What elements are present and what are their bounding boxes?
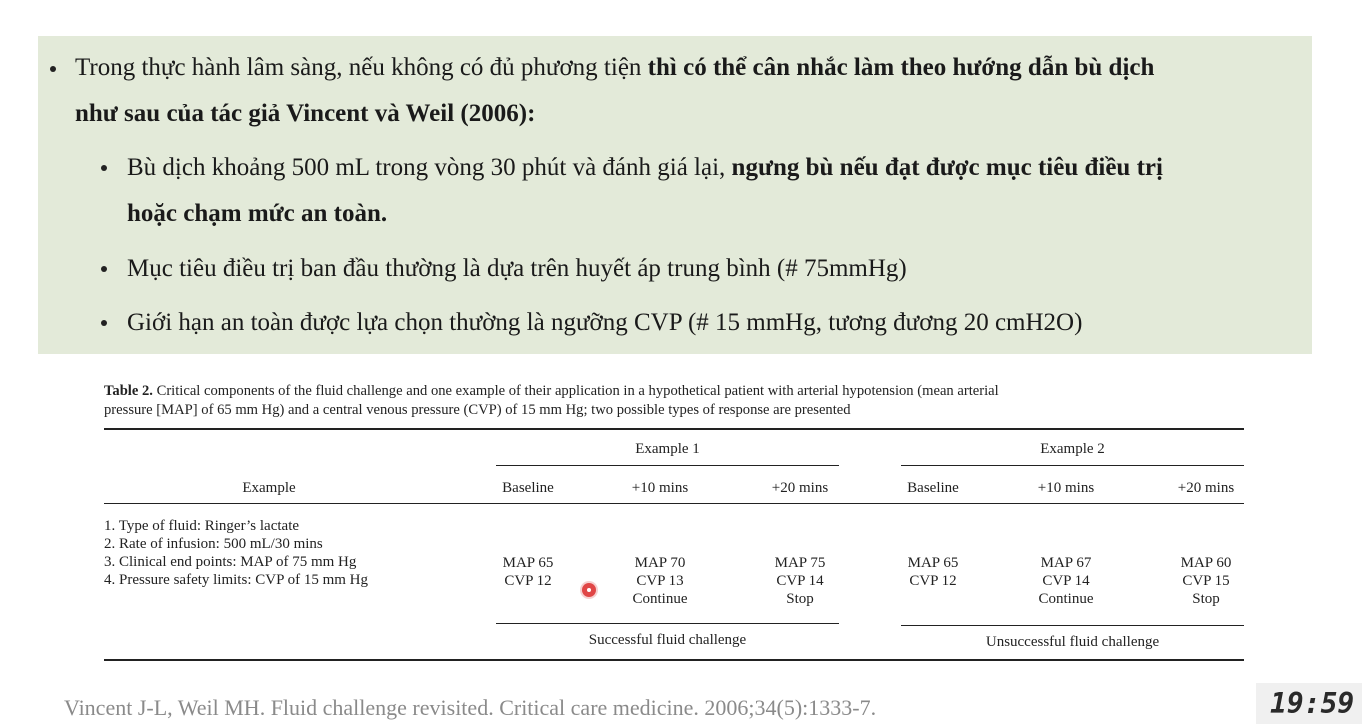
ex1-20-map: MAP 75 xyxy=(774,555,826,571)
countdown-timer: 19:59 xyxy=(1256,683,1362,724)
example-2-group-rule xyxy=(901,465,1244,466)
sub-bullet-1-line-2: hoặc chạm mức an toàn. xyxy=(127,200,388,227)
sub-bullet-marker xyxy=(101,266,107,272)
sub-bullet-1-line-1 xyxy=(127,153,1163,183)
ex2-20-cvp: CVP 15 xyxy=(1182,573,1230,589)
column-header-20-mins: +20 mins xyxy=(1177,480,1235,496)
example-1-group-rule xyxy=(496,465,839,466)
component-item: 1. Type of fluid: Ringer’s lactate xyxy=(104,518,300,534)
ex1-baseline-cvp: CVP 12 xyxy=(504,573,552,589)
bullet-1-text: Trong thực hành lâm sàng, nếu không có đủ phương tiện xyxy=(75,54,648,81)
column-header-20-mins: +20 mins xyxy=(771,480,829,496)
ex2-10-action: Continue xyxy=(1038,591,1094,607)
table-caption-line-1: Critical components of the fluid challenge and one example of their application in a hypothetical patient with arterial hypotension (mean arterial xyxy=(152,383,999,399)
column-header-example: Example xyxy=(242,480,296,496)
example-1-result-rule xyxy=(496,623,839,624)
header-bottom-rule xyxy=(104,503,1244,504)
column-header-10-mins: +10 mins xyxy=(631,480,689,496)
ex1-baseline-map: MAP 65 xyxy=(502,555,554,571)
pointer-cursor-icon xyxy=(582,583,596,597)
column-header-baseline: Baseline xyxy=(502,480,554,496)
ex2-baseline-map: MAP 65 xyxy=(907,555,959,571)
component-item: 2. Rate of infusion: 500 mL/30 mins xyxy=(104,536,323,552)
ex2-baseline-cvp: CVP 12 xyxy=(909,573,957,589)
ex2-10-map: MAP 67 xyxy=(1040,555,1092,571)
ex1-10-cvp: CVP 13 xyxy=(636,573,684,589)
group-header-example-1: Example 1 xyxy=(635,441,700,457)
table-caption xyxy=(104,382,999,420)
table-caption-line-2: pressure [MAP] of 65 mm Hg) and a central venous pressure (CVP) of 15 mm Hg; two possible types of response are presented xyxy=(104,402,851,418)
group-header-example-2: Example 2 xyxy=(1040,441,1105,457)
bullet-1-line-1 xyxy=(75,53,1154,83)
table-caption-label: Table 2. xyxy=(104,383,153,399)
ex1-10-action: Continue xyxy=(632,591,688,607)
example-2-result-rule xyxy=(901,625,1244,626)
ex2-20-map: MAP 60 xyxy=(1180,555,1232,571)
ex2-result-label: Unsuccessful fluid challenge xyxy=(985,634,1160,650)
bullet-1-line-2: như sau của tác giả Vincent và Weil (2006): xyxy=(75,100,536,127)
sub-bullet-2: Mục tiêu điều trị ban đầu thường là dựa trên huyết áp trung bình (# 75mmHg) xyxy=(127,255,907,282)
bullet-1-bold-text: thì có thể cân nhắc làm theo hướng dẫn bù dịch xyxy=(647,54,1155,81)
sub-bullet-1-text: Bù dịch khoảng 500 mL trong vòng 30 phút và đánh giá lại, xyxy=(127,154,732,181)
bullet-marker xyxy=(50,66,56,72)
component-item: 4. Pressure safety limits: CVP of 15 mm Hg xyxy=(104,572,369,588)
table-bottom-rule xyxy=(104,659,1244,661)
ex1-20-cvp: CVP 14 xyxy=(776,573,824,589)
sub-bullet-marker xyxy=(101,165,107,171)
column-header-baseline: Baseline xyxy=(907,480,959,496)
sub-bullet-marker xyxy=(101,320,107,326)
ex1-result-label: Successful fluid challenge xyxy=(588,632,747,648)
ex2-20-action: Stop xyxy=(1192,591,1220,607)
component-item: 3. Clinical end points: MAP of 75 mm Hg xyxy=(104,554,357,570)
sub-bullet-3: Giới hạn an toàn được lựa chọn thường là ngưỡng CVP (# 15 mmHg, tương đương 20 cmH2O) xyxy=(127,309,1083,336)
table-top-rule xyxy=(104,428,1244,430)
sub-bullet-1-bold-text: ngưng bù nếu đạt được mục tiêu điều trị xyxy=(731,154,1163,181)
ex1-20-action: Stop xyxy=(786,591,814,607)
bullet-panel xyxy=(38,36,1312,354)
citation: Vincent J-L, Weil MH. Fluid challenge revisited. Critical care medicine. 2006;34(5):1333-7. xyxy=(64,695,877,720)
ex1-10-map: MAP 70 xyxy=(634,555,686,571)
column-header-10-mins: +10 mins xyxy=(1037,480,1095,496)
ex2-10-cvp: CVP 14 xyxy=(1042,573,1090,589)
